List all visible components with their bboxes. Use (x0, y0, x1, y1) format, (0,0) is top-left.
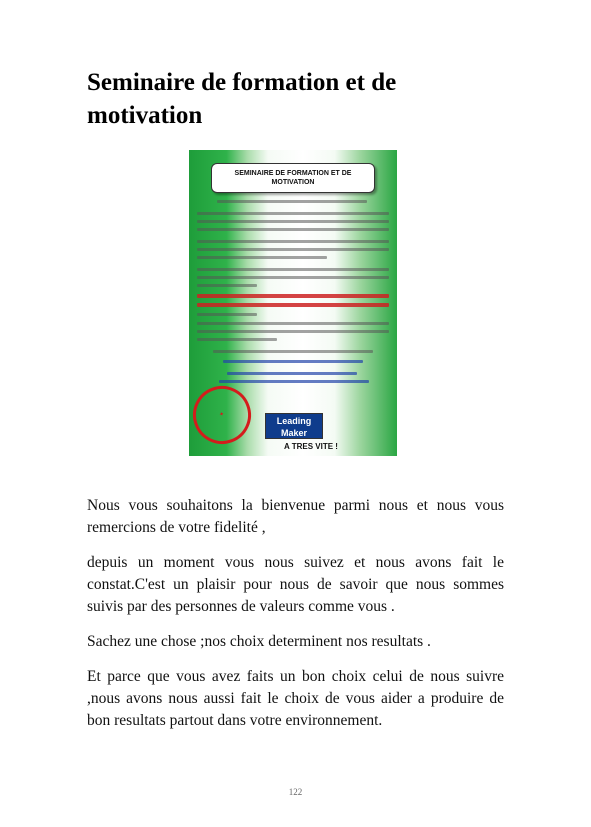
flyer-text-line (197, 240, 389, 243)
flyer-text-line (197, 220, 389, 223)
flyer-text-line (197, 212, 389, 215)
flyer-heading-line1: SEMINAIRE DE FORMATION ET DE (234, 170, 352, 177)
flyer-contact-line (219, 380, 369, 383)
flyer-text-line (197, 256, 327, 259)
flyer-text-line (197, 248, 389, 251)
flyer-highlight-line (197, 294, 389, 298)
flyer-text-line (197, 338, 277, 341)
flyer-text-line (197, 322, 389, 325)
flyer-text-line (217, 200, 367, 203)
flyer-highlight-line (197, 303, 389, 307)
flyer-heading-box (211, 163, 375, 193)
flyer-logo (265, 413, 323, 439)
paragraph-resultats: Et parce que vous avez faits un bon choix celui de nous suivre ,nous avons nous aussi fait le choix de vous aider a produire de bon resultats partout dans votre environnement. (87, 668, 504, 729)
paragraph-welcome: Nous vous souhaitons la bienvenue parmi nous et nous vous remercions de votre fidelité , (87, 497, 504, 536)
seminar-flyer-image (189, 150, 397, 456)
flyer-text-line (197, 313, 257, 316)
paragraph-constat: depuis un moment vous nous suivez et nous avons fait le constat.C'est un plaisir pour nous de savoir que nous sommes suivis par des personnes de valeurs comme vous . (87, 554, 504, 615)
flyer-contact-line (227, 372, 357, 375)
flyer-slogan: A TRES VITE ! (284, 442, 338, 451)
flyer-logo-text: Leading Maker (276, 416, 312, 438)
paragraph-choix: Sachez une chose ;nos choix determinent nos resultats . (87, 633, 431, 650)
page-number: 122 (288, 787, 303, 797)
flyer-text-line (197, 228, 389, 231)
flyer-contact-line (223, 360, 363, 363)
flyer-text-line (197, 330, 389, 333)
page-title: Seminaire de formation et de motivation (87, 69, 397, 129)
flyer-stamp-graphic: ✦ (189, 378, 259, 452)
flyer-text-line (197, 268, 389, 271)
flyer-heading-line2: MOTIVATION (271, 179, 315, 186)
flyer-text-line (197, 276, 389, 279)
flyer-text-line (213, 350, 373, 353)
flyer-text-line (197, 284, 257, 287)
